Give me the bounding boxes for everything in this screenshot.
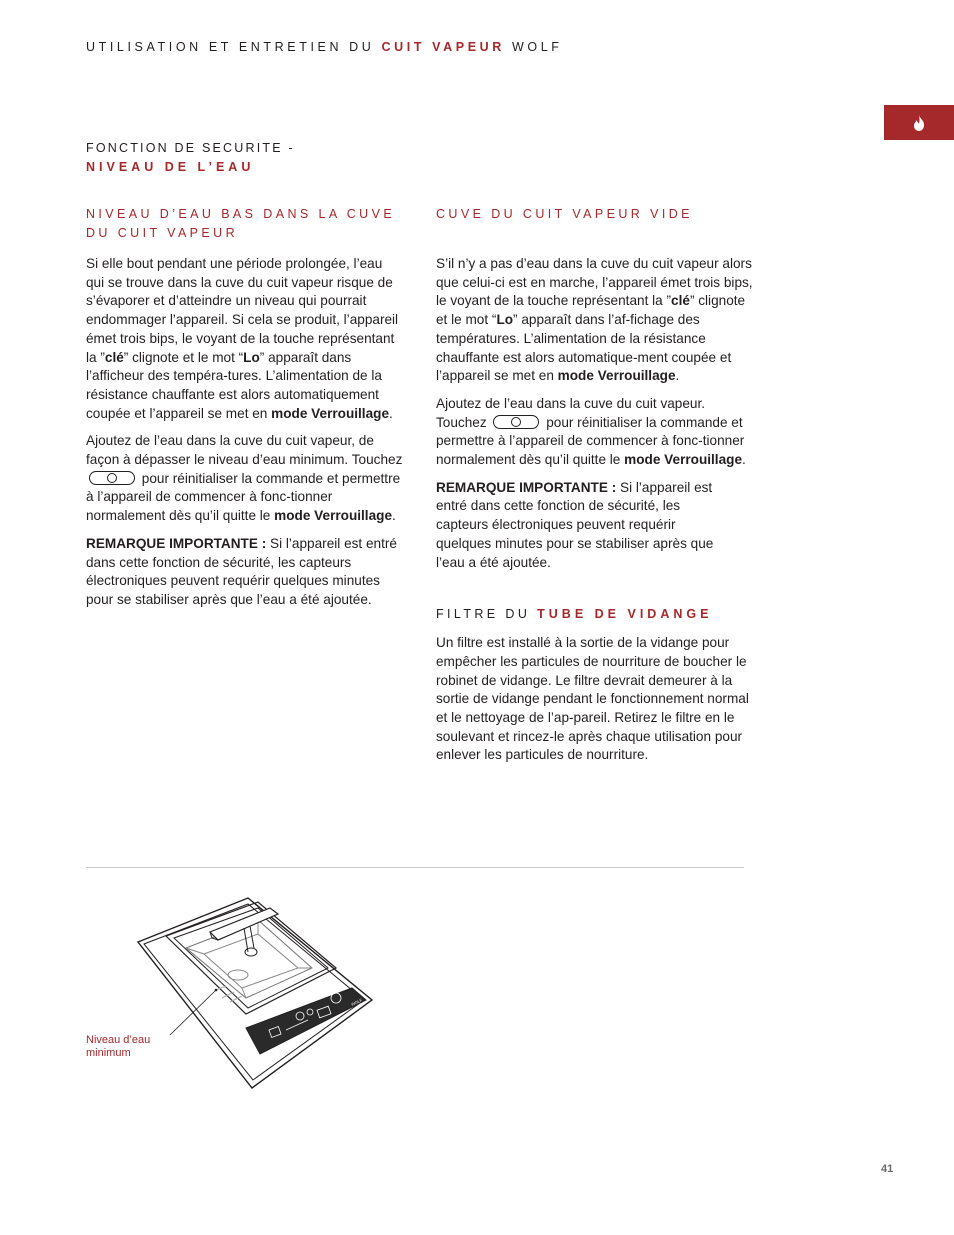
steamer-illustration (130, 890, 390, 1100)
left-paragraph-1 (86, 255, 404, 423)
section-tab (884, 105, 954, 140)
lock-key-icon (89, 471, 135, 485)
key-word: clé (104, 349, 124, 365)
left-column (86, 205, 404, 619)
section-title-line1: FONCTION DE SECURITE - (86, 141, 295, 155)
right-paragraph-3 (436, 479, 721, 573)
right-paragraph-2 (436, 395, 756, 470)
left-subheading (86, 205, 404, 243)
lock-mode-term: mode Verrouillage (271, 405, 390, 421)
text: pour réinitialiser la commande et permettre à l’appareil de commencer à fonc-tionner normalement dès qu’il quitte le (86, 470, 401, 524)
right-subheading: CUVE DU CUIT VAPEUR VIDE (436, 207, 693, 221)
header-brand: CUIT VAPEUR (381, 40, 505, 54)
section-title (86, 139, 295, 177)
flame-icon (884, 105, 954, 140)
lock-mode-term: mode Verrouillage (624, 452, 743, 468)
text: ” apparaît dans l’af-fichage des températures. L’alimentation de la résistance chauffante est alors automatique-ment coupée et l’appareil se met en (436, 312, 732, 384)
left-subheading-line2: DU CUIT VAPEUR (86, 226, 239, 240)
left-paragraph-2 (86, 432, 404, 526)
left-subheading-line1: NIVEAU D’EAU BAS DANS LA CUVE (86, 207, 396, 221)
text: Si elle bout pendant une période prolongée, l’eau qui se trouve dans la cuve du cuit vapeur risque de s’évaporer et d’atteindre un niveau qui pourrait endommager l’appareil. Si cela se produit, l’appareil émet trois bips, le voyant de la touche représentant la ” (86, 256, 399, 365)
page-number: 41 (881, 1163, 894, 1175)
divider (86, 867, 744, 868)
filter-subheading (436, 605, 756, 624)
text: . (392, 508, 396, 524)
text: pour réinitialiser la commande et permettre à l’appareil de commencer à fonc-tionner normalement dès qu’il quitte le (436, 414, 745, 468)
text: . (675, 368, 680, 384)
figure-caption (86, 1034, 150, 1060)
filter-subheading-emphasis: TUBE DE VIDANGE (537, 607, 713, 622)
right-paragraph-1 (436, 255, 756, 386)
lock-mode-term: mode Verrouillage (557, 368, 676, 384)
running-header (86, 40, 563, 54)
caption-line2: minimum (86, 1047, 131, 1059)
header-prefix: UTILISATION ET ENTRETIEN DU (86, 40, 375, 54)
right-paragraph-4: Un filtre est installé à la sortie de la vidange pour empêcher les particules de nourriture de boucher le robinet de vidange. Le filtre devrait demeurer à la sortie de vidange pendant le fonctionnement normal et le nettoyage de l’ap-pareil. Retirez le filtre en le soulevant et rincez-le après chaque utilisation pour enlever les particules de nourriture. (436, 635, 749, 763)
key-word: clé (671, 293, 690, 309)
text: ” clignote et le mot “ (123, 349, 244, 365)
lo-word: Lo (243, 349, 260, 365)
lock-key-icon (493, 415, 539, 429)
filter-subheading-prefix: FILTRE DU (436, 607, 531, 622)
lock-mode-term: mode Verrouillage (274, 508, 393, 524)
left-paragraph-3 (86, 535, 404, 610)
caption-line1: Niveau d’eau (86, 1034, 151, 1046)
text: Si l’appareil est entré dans cette fonction de sécurité, les capteurs électroniques peuvent requérir quelques minutes pour se stabiliser après que l’eau a été ajoutée. (86, 535, 397, 607)
text: S’il n’y a pas d’eau dans la cuve du cuit vapeur alors que celui-ci est en marche, l’appareil émet trois bips, le voyant de la touche représentant la ” (436, 256, 753, 309)
text: . (389, 405, 393, 421)
text: Ajoutez de l’eau dans la cuve du cuit vapeur, de façon à dépasser le niveau d’eau minimum. Touchez (86, 433, 403, 468)
header-suffix: WOLF (512, 40, 563, 54)
right-column (436, 205, 756, 774)
lo-word: Lo (496, 312, 514, 328)
text: ” clignote et le mot “ (436, 293, 746, 328)
important-label: REMARQUE IMPORTANTE : (436, 479, 617, 495)
panel-logo: WOLF (350, 997, 363, 1007)
text: Si l’appareil est entré dans cette fonction de sécurité, les capteurs électroniques peuvent requérir quelques minutes pour se stabiliser après que l’eau a été ajoutée. (436, 479, 714, 570)
important-label: REMARQUE IMPORTANTE : (86, 535, 267, 551)
text: ” apparaît dans l’afficheur des tempéra-tures. L’alimentation de la résistance chauffante est alors automatiquement coupée et l’appareil se met en (86, 349, 382, 421)
section-title-line2: NIVEAU DE L’EAU (86, 160, 255, 174)
text: Ajoutez de l’eau dans la cuve du cuit vapeur. Touchez (436, 395, 706, 430)
text: . (742, 452, 746, 468)
